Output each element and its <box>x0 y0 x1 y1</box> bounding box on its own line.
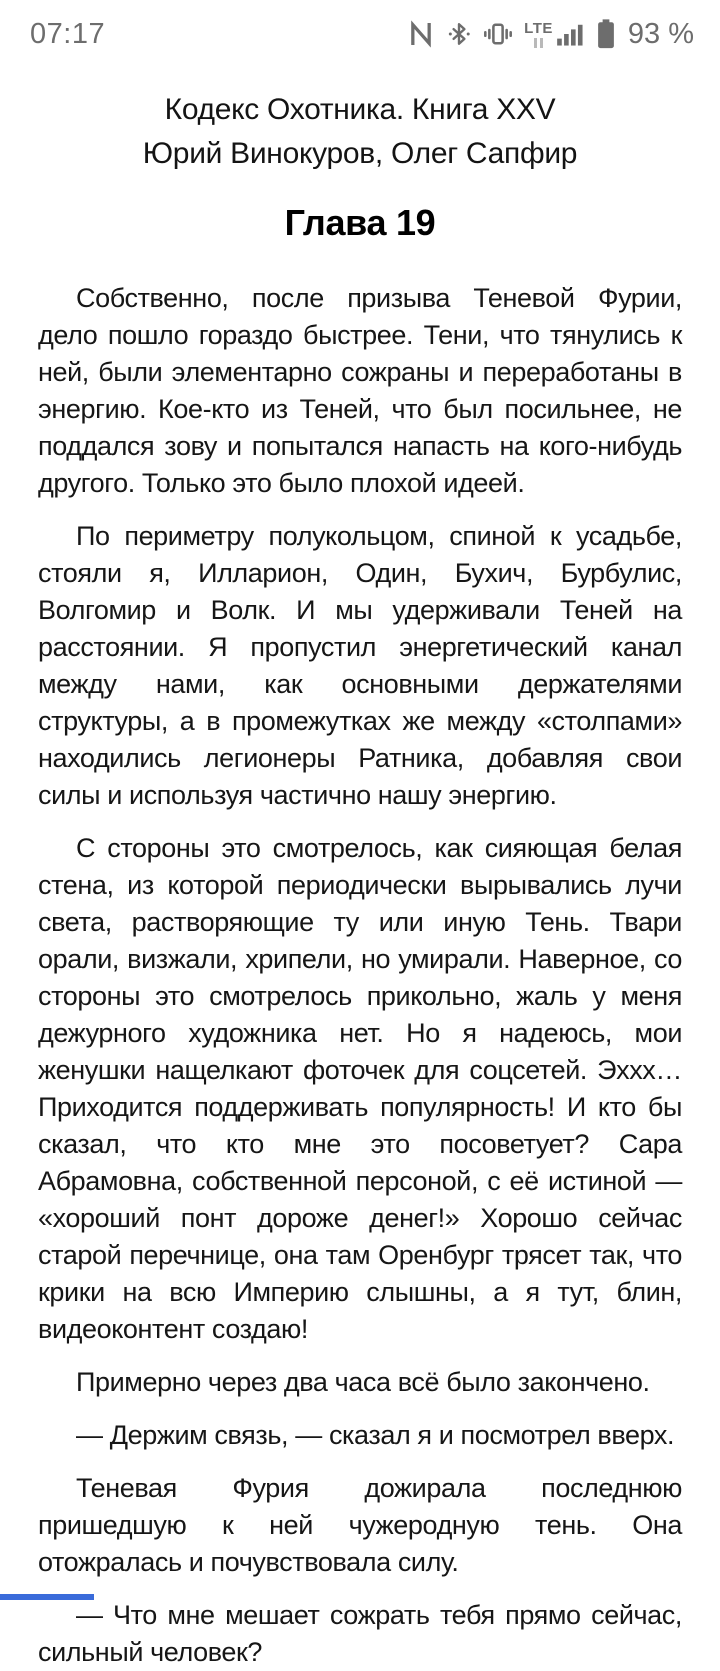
signal-bars-icon <box>524 20 586 48</box>
vibrate-icon <box>483 20 513 48</box>
clock: 07:17 <box>30 17 106 50</box>
status-bar <box>0 0 720 62</box>
paragraph: — Что мне мешает сожрать тебя прямо сейчас, сильный человек? <box>38 1600 682 1667</box>
sim-indicator-icon <box>534 38 543 48</box>
bluetooth-icon <box>446 20 472 48</box>
reading-progress-bar <box>0 1594 94 1600</box>
battery-icon <box>597 19 615 49</box>
reading-progress-track <box>0 1594 720 1600</box>
paragraph: — Держим связь, — сказал я и посмотрел вверх. <box>76 1420 675 1450</box>
paragraph: С стороны это смотрелось, как сияющая белая стена, из которой периодически вырывались лучи света, растворяющие ту или иную Тень. Твари орали, визжали, хрипели, но умирали. Наверное, со стороны это смотрелось прикольно, жаль у меня дежурного художника нет. Но я надеюсь, мои женушки нащелкают фоточек для соцсетей. Эххх… Приходится поддерживать популярность! И кто бы сказал, что кто мне это посоветует? Сара Абрамовна, собственной персоной, с её истиной — «хороший понт дороже денег!» Хорошо сейчас старой перечнице, она там Оренбург трясет так, что крики на всю Империю слышны, а я тут, блин, видеоконтент создаю! <box>38 833 682 1344</box>
battery-percent: 93 % <box>627 17 694 50</box>
paragraph: Примерно через два часа всё было закончено. <box>76 1367 650 1397</box>
book-authors: Юрий Винокуров, Олег Сапфир <box>142 137 578 170</box>
book-title: Кодекс Охотника. Книга XXV <box>164 93 556 126</box>
nfc-icon <box>407 20 435 48</box>
paragraph: Собственно, после призыва Теневой Фурии, дело пошло гораздо быстрее. Тени, что тянулись к ней, были элементарно сожраны и переработаны в энергию. Кое-кто из Теней, что был посильнее, не поддался зову и попытался напасть на кого-нибудь другого. Только это было плохой идеей. <box>38 283 682 498</box>
network-type-label: LTE <box>524 20 553 37</box>
reading-area[interactable] <box>0 280 720 1671</box>
book-header <box>0 88 720 176</box>
paragraph: Теневая Фурия дожирала последнюю пришедшую к ней чужеродную тень. Она отожралась и почувствовала силу. <box>38 1473 682 1577</box>
chapter-title: Глава 19 <box>284 202 436 243</box>
status-icons <box>407 18 694 51</box>
paragraph: По периметру полукольцом, спиной к усадьбе, стояли я, Илларион, Один, Бухич, Бурбулис, Волгомир и Волк. И мы удерживали Теней на расстоянии. Я пропустил энергетический канал между нами, как основными держателями структуры, а в промежутках же между «столпами» находились легионеры Ратника, добавляя свои силы и используя частично нашу энергию. <box>38 521 682 810</box>
